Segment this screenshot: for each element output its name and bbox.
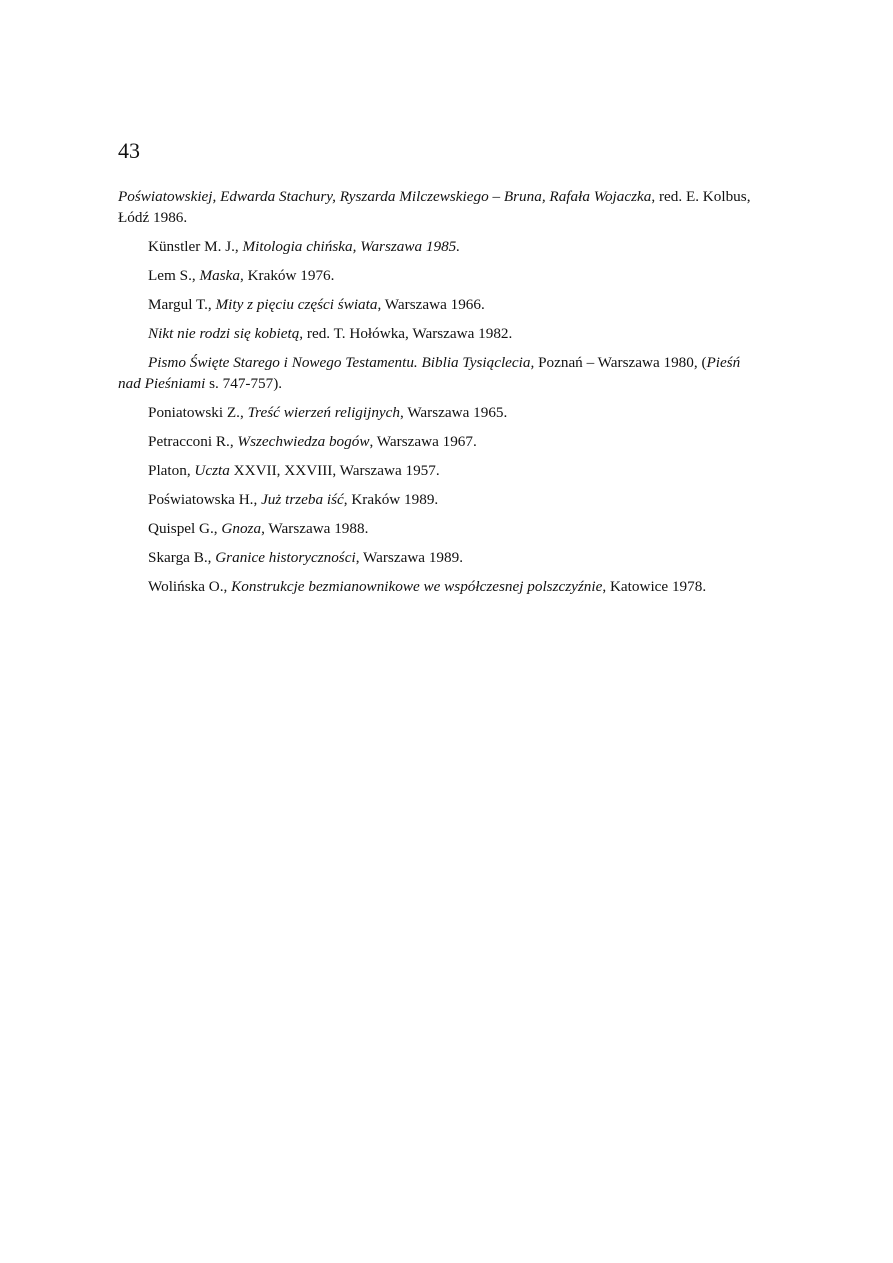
bibliography-entry (118, 265, 754, 286)
entry-text: , Warszawa 1966. (377, 296, 485, 313)
entry-title-text: Granice historyczności (215, 549, 356, 566)
entry-text: , Kraków 1976. (239, 267, 335, 284)
entry-title-text: Wszechwiedza bogów (237, 433, 370, 450)
entry-title-text: Mitologia chińska, Warszawa 1985. (242, 238, 461, 255)
bibliography-entry (118, 460, 754, 481)
entry-text: , Warszawa 1965. (400, 404, 508, 421)
bibliography-entry (118, 576, 754, 597)
entry-text: Lem S., (148, 267, 200, 284)
bibliography-list (118, 186, 754, 605)
entry-title-text: Nikt nie rodzi się kobietą (148, 325, 300, 342)
entry-text: Skarga B., (148, 549, 216, 566)
entry-text: XXVII, XXVIII, Warszawa 1957. (229, 462, 440, 479)
entry-text: Wolińska O., (148, 578, 232, 595)
bibliography-entry (118, 294, 754, 315)
bibliography-entry (118, 431, 754, 452)
entry-text: Petracconi R., (148, 433, 238, 450)
bibliography-entry (118, 489, 754, 510)
entry-text: , Warszawa 1989. (355, 549, 463, 566)
entry-title-text: Treść wierzeń religijnych (247, 404, 400, 421)
entry-title-text: Pieśń nad Pieśniami (118, 354, 741, 392)
entry-title-text: Gnoza (221, 520, 262, 537)
entry-text: Margul T., (148, 296, 216, 313)
entry-text: s. 747-757). (205, 375, 283, 392)
entry-text: Poświatowska H., (148, 491, 262, 508)
entry-text: , Kraków 1989. (343, 491, 439, 508)
entry-text: , Warszawa 1988. (261, 520, 369, 537)
entry-text: , red. E. Kolbus, Łódź 1986. (118, 188, 751, 226)
bibliography-entry (118, 323, 754, 344)
entry-title-text: Konstrukcje bezmianownikowe we współczesnej polszczyźnie (231, 578, 603, 595)
entry-text: , red. T. Hołówka, Warszawa 1982. (299, 325, 513, 342)
entry-text: Künstler M. J., (148, 238, 243, 255)
entry-text: , Warszawa 1967. (369, 433, 477, 450)
entry-text: Platon, (148, 462, 195, 479)
entry-text: Poznań – Warszawa 1980, ( (534, 354, 707, 371)
entry-text: , Katowice 1978. (602, 578, 707, 595)
entry-title-text: Maska (199, 267, 240, 284)
bibliography-entry (118, 547, 754, 568)
bibliography-entry (118, 186, 754, 228)
bibliography-entry (118, 402, 754, 423)
entry-text: Poniatowski Z., (148, 404, 248, 421)
entry-title-text: Już trzeba iść (261, 491, 344, 508)
bibliography-entry (118, 518, 754, 539)
entry-title-text: Uczta (194, 462, 230, 479)
entry-title-text: Mity z pięciu części świata (215, 296, 378, 313)
entry-title-text: Pismo Święte Starego i Nowego Testamentu. Biblia Tysiąclecia, (148, 354, 535, 371)
bibliography-entry (118, 352, 754, 394)
entry-text: Quispel G., (148, 520, 222, 537)
bibliography-entry (118, 236, 754, 257)
entry-title-text: Poświatowskiej, Edwarda Stachury, Ryszarda Milczewskiego – Bruna, Rafała Wojaczka (118, 188, 652, 205)
page-number: 43 (118, 138, 140, 163)
